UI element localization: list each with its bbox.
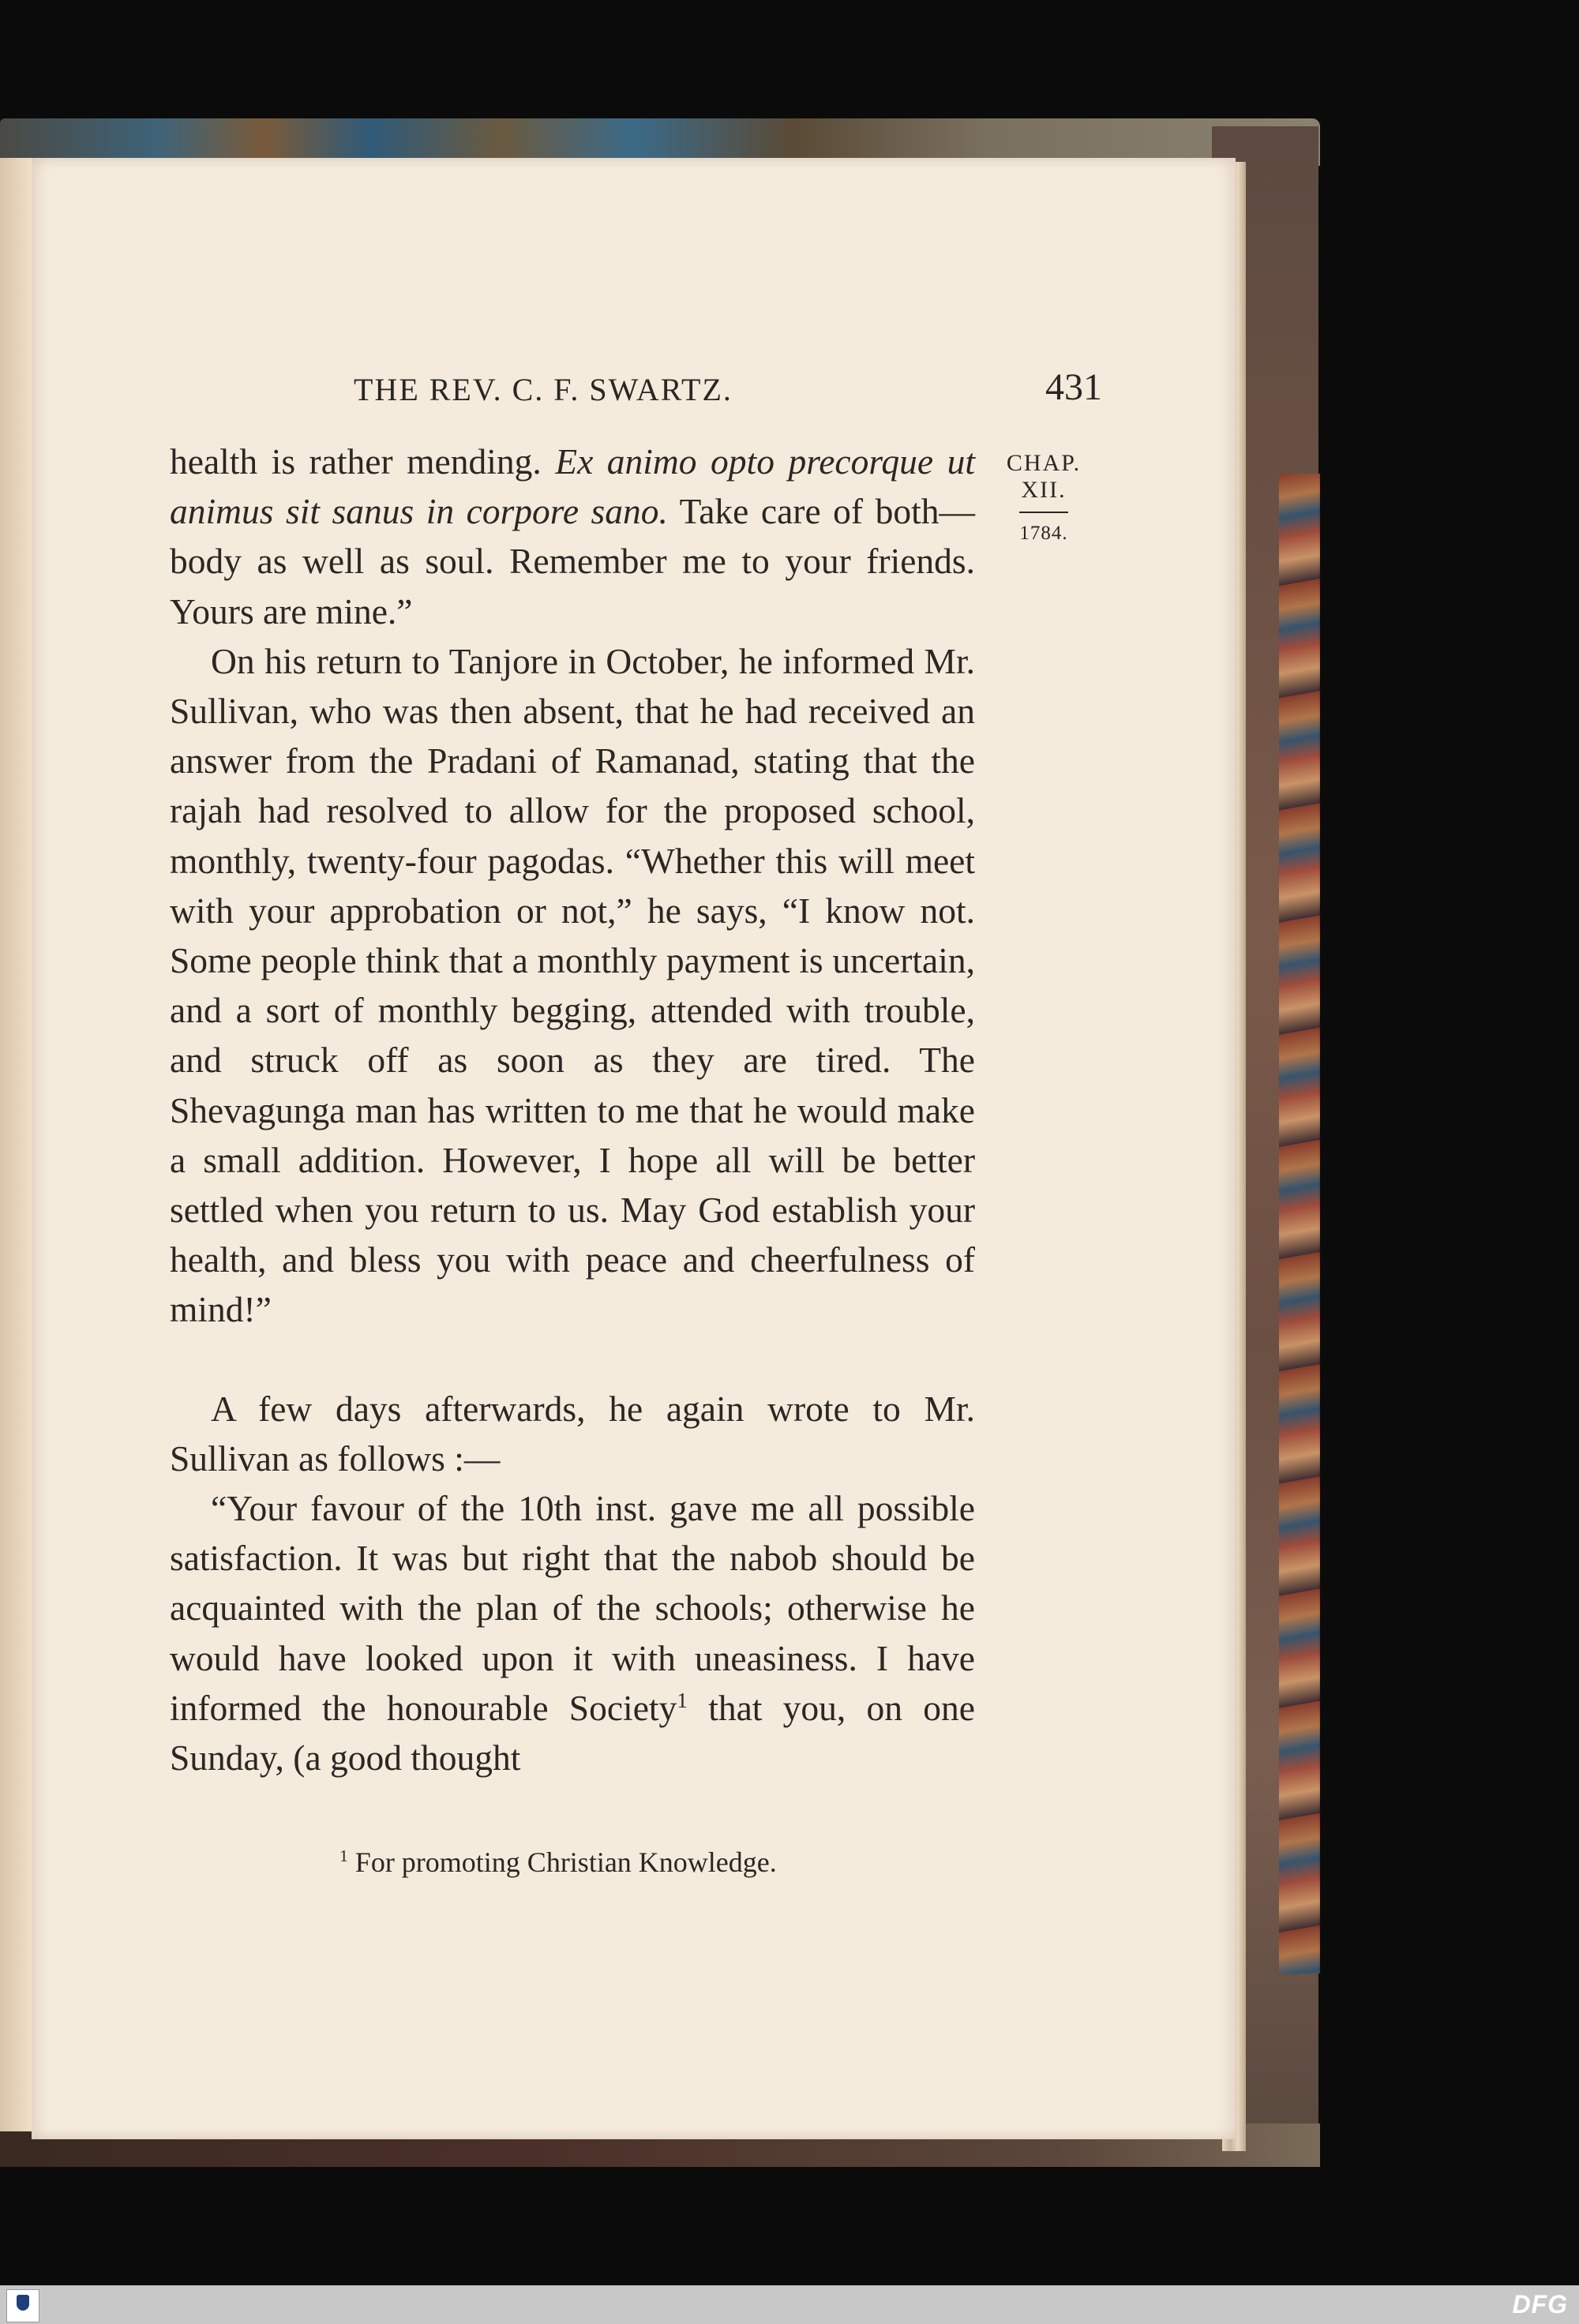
marbled-edge (1279, 474, 1320, 1974)
viewer-bottom-bar (0, 2285, 1579, 2324)
paragraph: A few days afterwards, he again wrote to Mr. Sullivan as follows :— (170, 1388, 975, 1479)
paragraph-text: that you, on one Sunday, (a good thought (170, 1687, 975, 1779)
footnote (339, 1846, 955, 1879)
page-number: 431 (1045, 366, 1102, 408)
margin-note (996, 450, 1091, 545)
paragraph-text: health is rather mending. (170, 441, 556, 482)
latin-quotation: Ex animo opto precorque ut animus sit sanus in corpore sano. (170, 441, 975, 532)
footnote-number: 1 (339, 1846, 348, 1865)
facing-page-edge (0, 158, 32, 2131)
margin-chapter-number: XII. (1021, 477, 1067, 503)
paragraph (170, 1483, 975, 1782)
footnote-marker: 1 (677, 1688, 688, 1712)
footnote-text: For promoting Christian Knowledge. (347, 1846, 777, 1878)
margin-chapter-label: CHAP. (1006, 450, 1082, 476)
library-logo-icon (6, 2289, 39, 2322)
margin-year: 1784. (1019, 523, 1068, 544)
paragraph-continuation (170, 437, 975, 636)
paragraph: On his return to Tanjore in October, he informed Mr. Sullivan, who was then absent, that he had received an answer from the Pradani of Ramanad, stating that the rajah had resolved to allow for the proposed school, monthly, twenty-four pagodas. “Whether this will meet with your approbation or not,” he says, “I know not. Some people think that a monthly payment is uncertain, and a sort of monthly begging, attended with trouble, and struck off as soon as they are tired. The Shevagunga man has written to me that he would make a small addition. However, I hope all will be better settled when you return to us. May God establish your health, and bless you with peace and cheerfulness of mind!” (170, 640, 975, 1330)
running-head: THE REV. C. F. SWARTZ. (354, 372, 733, 407)
dfg-logo: DFG (1512, 2290, 1568, 2318)
margin-rule (1019, 512, 1068, 513)
body-text (170, 437, 975, 1782)
paragraph-text: Take care of both—body as well as soul. Remember me to your friends. Yours are mine.” (170, 491, 976, 632)
paragraph-text: “Your favour of the 10th inst. gave me all possible satisfaction. It was but right that the nabob should be acquainted with the plan of the schools; otherwise he would have looked upon it with uneasiness. I have informed the honourable Society (170, 1488, 975, 1728)
